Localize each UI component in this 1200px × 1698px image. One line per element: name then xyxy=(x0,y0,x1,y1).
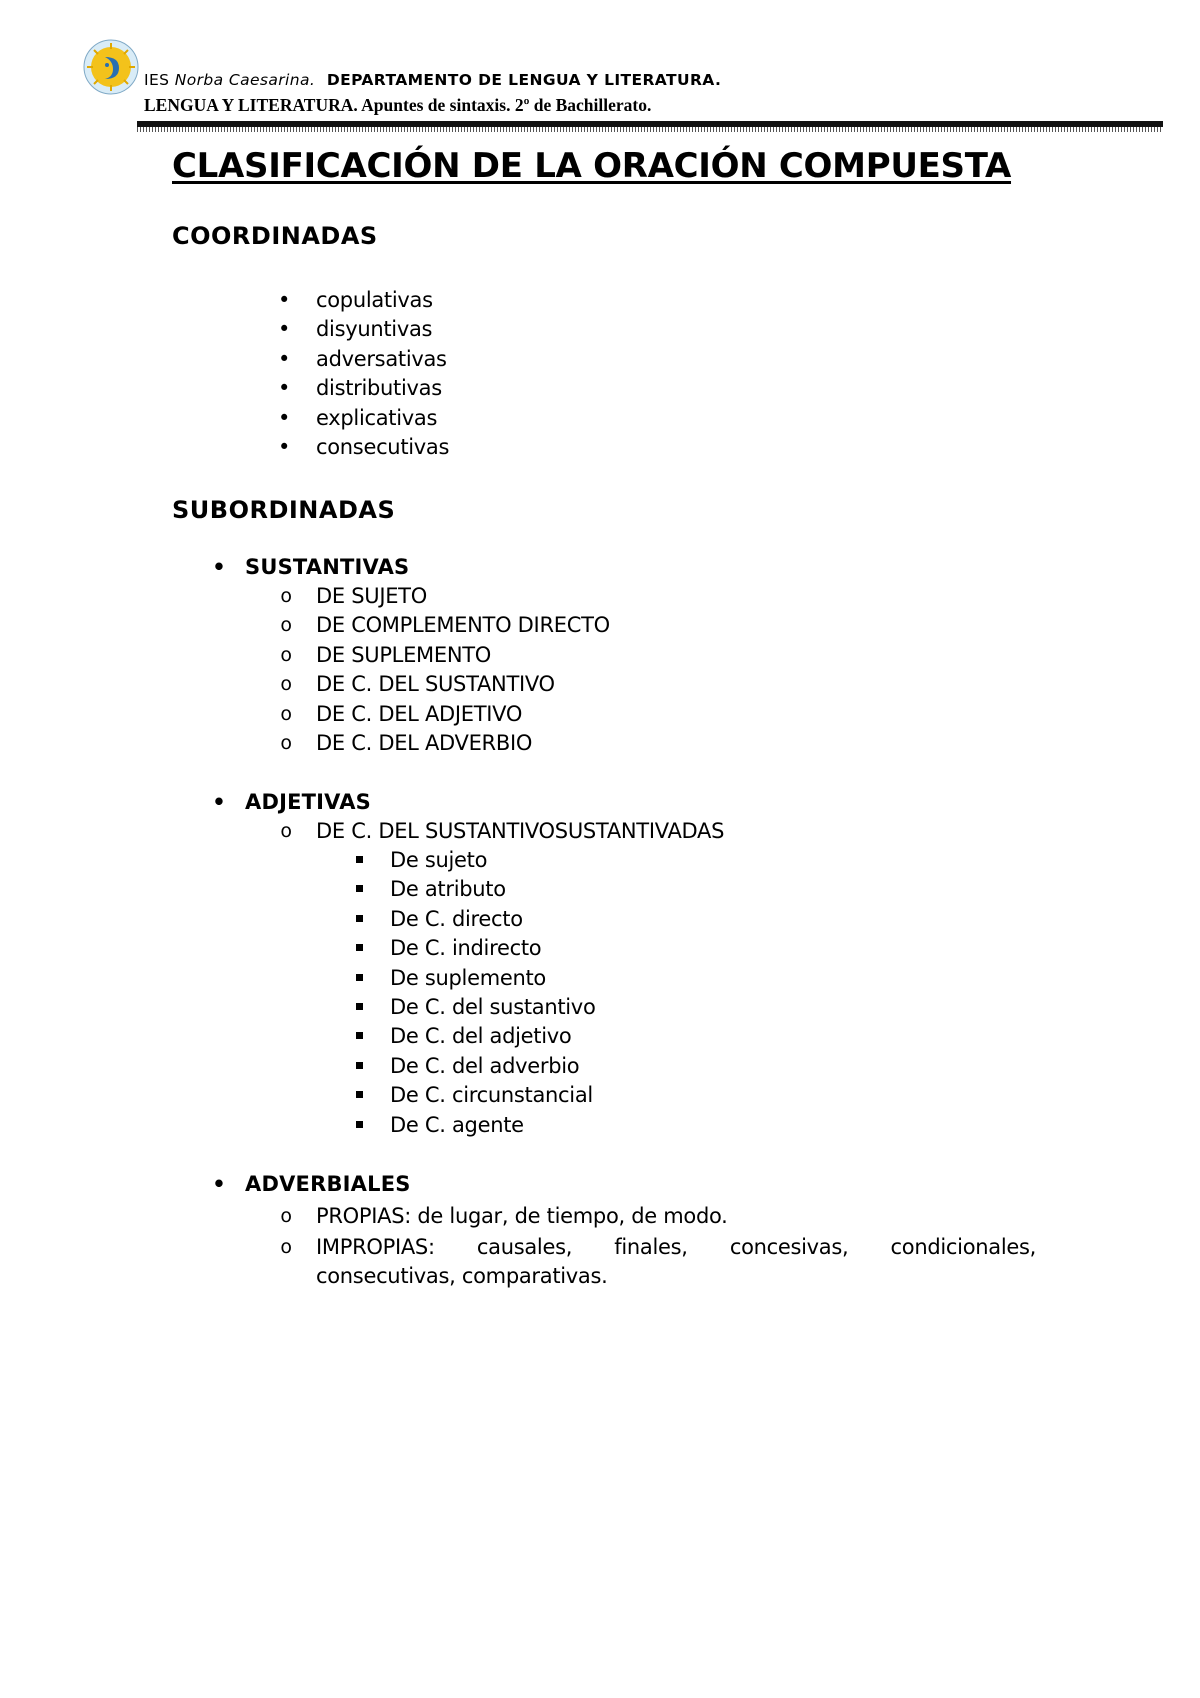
list-item: o DE C. DEL ADVERBIO xyxy=(280,731,533,756)
adjetivas-list xyxy=(280,817,725,846)
heading-subordinadas: SUBORDINADAS xyxy=(172,496,396,524)
list-item: De suplemento xyxy=(390,964,596,993)
heading-coordinadas: COORDINADAS xyxy=(172,222,378,250)
list-item: De C. circunstancial xyxy=(390,1081,596,1110)
category-adverbiales: • ADVERBIALES xyxy=(212,1172,411,1196)
list-item: o DE C. DEL SUSTANTIVOSUSTANTIVADAS xyxy=(280,819,725,843)
header-department-line xyxy=(144,71,721,89)
school-name: IES Norba Caesarina. xyxy=(144,71,316,89)
header-subject-line: LENGUA Y LITERATURA. Apuntes de sintaxis. 2º de Bachillerato. xyxy=(144,95,652,115)
adverbiales-list xyxy=(280,1202,728,1231)
list-item: • consecutivas xyxy=(277,435,450,460)
list-item: De C. del adjetivo xyxy=(390,1022,596,1051)
list-item: De C. indirecto xyxy=(390,934,596,963)
list-item: o DE C. DEL ADJETIVO xyxy=(280,701,523,726)
category-sustantivas: • SUSTANTIVAS xyxy=(212,555,410,579)
list-item: • distributivas xyxy=(277,376,442,401)
school-logo xyxy=(83,39,139,95)
list-item: De atributo xyxy=(390,875,596,904)
list-item: o DE SUJETO xyxy=(280,584,427,608)
list-item: • explicativas xyxy=(277,405,438,430)
list-item: De sujeto xyxy=(390,846,596,875)
department-name: DEPARTAMENTO DE LENGUA Y LITERATURA. xyxy=(326,71,722,89)
list-item: • adversativas xyxy=(277,346,447,371)
list-item: De C. directo xyxy=(390,905,596,934)
list-item: De C. agente xyxy=(390,1111,596,1140)
list-item: o PROPIAS: de lugar, de tiempo, de modo. xyxy=(280,1204,728,1228)
category-adjetivas: • ADJETIVAS xyxy=(212,790,371,814)
sustantivas-list xyxy=(280,582,610,758)
header-rule-dotted xyxy=(137,127,1163,132)
list-item: o DE SUPLEMENTO xyxy=(280,642,492,667)
coordinadas-list xyxy=(277,286,450,462)
list-item: o DE COMPLEMENTO DIRECTO xyxy=(280,613,610,638)
list-item: o DE C. DEL SUSTANTIVO xyxy=(280,672,555,697)
list-item: De C. del sustantivo xyxy=(390,993,596,1022)
list-item: • disyuntivas xyxy=(277,317,433,342)
page-title: CLASIFICACIÓN DE LA ORACIÓN COMPUESTA xyxy=(172,146,1012,186)
list-item: • copulativas xyxy=(277,288,433,312)
list-item-impropias: o IMPROPIAS: causales, finales, concesivas, condicionales, consecutivas, comparativas. xyxy=(280,1235,1036,1289)
adjetivas-sublist xyxy=(390,846,596,1140)
list-item: De C. del adverbio xyxy=(390,1052,596,1081)
